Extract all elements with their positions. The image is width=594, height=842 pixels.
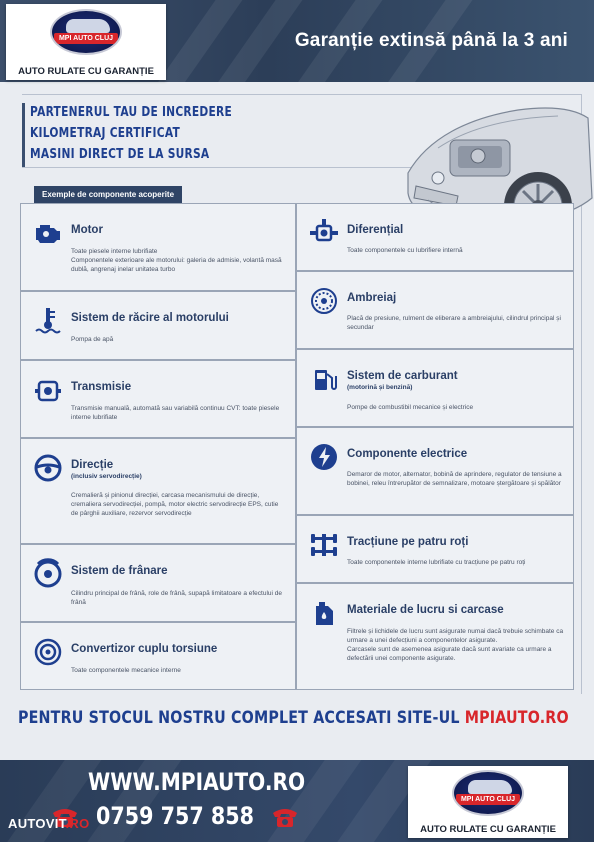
component-description: Toate componentele interne lubrifiate cu tracțiune pe patru roți (347, 559, 526, 566)
logo-badge-text: MPI AUTO CLUJ (54, 33, 118, 44)
intro-line-2: KILOMETRAJ CERTIFICAT (30, 126, 181, 141)
cta-site-link[interactable]: MPIAUTO.RO (464, 708, 569, 728)
component-description: Toate componentele mecanice interne (71, 667, 181, 674)
component-card-four-wheel-drive (296, 515, 574, 583)
clutch-icon (307, 284, 341, 318)
component-description: Cremalieră și pinionul direcției, carcasa mecanismului de direcție, cremaliera servodirecției, pompă, motor electric servodirecție EPS, cutie de pârghii auxiliare, rezervor servodirecție (71, 492, 279, 517)
stock-cta (18, 708, 569, 728)
component-title: Convertizor cuplu torsiune (71, 643, 218, 655)
component-description: Demaror de motor, alternator, bobină de aprindere, regulator de tensiune a bobinei, releu întrerupător de semnalizare, motoare ștergătoare și spălător (347, 471, 562, 487)
steering-wheel-icon (31, 451, 65, 485)
component-description: Toate piesele interne lubrifiate Componentele exterioare ale motorului: galeria de admisie, volantă masă dublă, angrenaj inelar unitatea turbo (71, 248, 282, 273)
component-card-fluids-housings (296, 583, 574, 690)
component-card-electrical (296, 427, 574, 515)
torque-converter-icon (31, 635, 65, 669)
autovit-watermark (8, 816, 90, 831)
component-title: Motor (71, 224, 103, 236)
oil-canister-icon (307, 596, 341, 630)
component-subtitle: (inclusiv servodirecție) (71, 473, 142, 480)
brake-icon (31, 557, 65, 591)
component-card-transmission (20, 360, 296, 438)
component-card-steering (20, 438, 296, 544)
intro-accent-line (22, 103, 25, 167)
footer-website[interactable]: WWW.MPIAUTO.RO (88, 768, 306, 796)
fuel-pump-icon (307, 362, 341, 396)
component-description: Placă de presiune, rulment de eliberare a ambreiajului, cilindrul principal și secundar (347, 315, 561, 331)
component-card-torque-converter (20, 622, 296, 690)
covered-components-label: Exemple de componente acoperite (34, 186, 182, 203)
component-subtitle: (motorină și benzină) (347, 384, 413, 391)
component-description: Cilindru principal de frână, role de frână, supapă limitatoare a efectului de frână (71, 590, 283, 606)
logo-bottom (408, 766, 568, 838)
component-description: Pompa de apă (71, 336, 114, 343)
autovit-suffix: .RO (65, 816, 90, 831)
component-card-fuel-system (296, 349, 574, 427)
frame-divider (22, 167, 422, 168)
component-title: Sistem de răcire al motorului (71, 312, 229, 324)
logo-badge-text: MPI AUTO CLUJ (456, 794, 520, 805)
component-card-clutch (296, 271, 574, 349)
intro-list (30, 102, 276, 165)
differential-icon (307, 216, 341, 250)
component-title: Ambreiaj (347, 292, 397, 304)
component-description: Filtrele și lichidele de lucru sunt asigurate numai dacă trebuie schimbate ca urmare a unei defecțiuni a componentelor asigurate. Carcasele sunt de asemenea asigurate dacă sunt avariate ca urmare a defectării unei componente asigurate. (347, 628, 564, 662)
component-card-motor (20, 203, 296, 291)
logo-top (6, 4, 166, 80)
logo-tagline: AUTO RULATE CU GARANȚIE (420, 824, 556, 835)
intro-line-1: PARTENERUL TAU DE INCREDERE (30, 105, 232, 120)
component-title: Tracțiune pe patru roți (347, 536, 469, 548)
autovit-text: AUTOVIT (8, 816, 66, 831)
coolant-icon (31, 304, 65, 338)
logo-emblem (50, 9, 122, 55)
component-title: Sistem de carburant (347, 370, 458, 382)
component-card-differential (296, 203, 574, 271)
engine-icon (31, 216, 65, 250)
component-description: Toate componentele cu lubrifiere internă (347, 247, 463, 254)
component-title: Direcție (71, 459, 114, 471)
component-title: Diferențial (347, 224, 404, 236)
logo-tagline: AUTO RULATE CU GARANȚIE (18, 66, 154, 77)
component-title: Transmisie (71, 381, 132, 393)
electric-bolt-icon (307, 440, 341, 474)
component-description: Transmisie manuală, automată sau variabilă continuu CVT: toate piesele interne lubrifiate (71, 405, 280, 421)
logo-emblem (452, 770, 524, 816)
phone-icon-right (270, 805, 300, 829)
component-title: Materiale de lucru si carcase (347, 604, 504, 616)
four-wheel-drive-icon (307, 528, 341, 562)
component-card-cooling (20, 291, 296, 360)
component-title: Componente electrice (347, 448, 468, 460)
warranty-headline: Garanție extinsă până la 3 ani (294, 30, 568, 51)
transmission-icon (31, 373, 65, 407)
component-title: Sistem de frânare (71, 565, 168, 577)
cta-text: PENTRU STOCUL NOSTRU COMPLET ACCESATI SITE-UL (18, 708, 460, 728)
component-description: Pompe de combustibil mecanice și electrice (347, 404, 474, 411)
component-card-brakes (20, 544, 296, 622)
intro-line-3: MASINI DIRECT DE LA SURSA (30, 147, 210, 162)
footer-phone-number[interactable]: 0759 757 858 (96, 802, 254, 830)
